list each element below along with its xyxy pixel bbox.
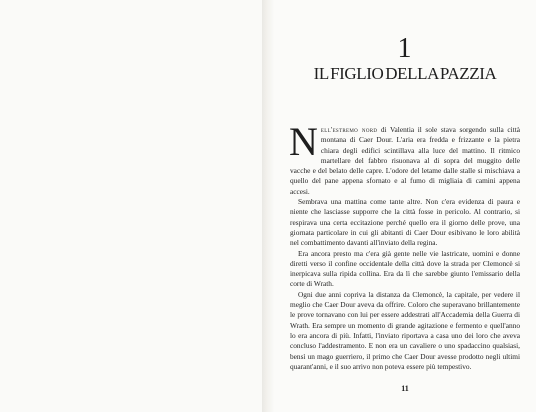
chapter-number: 1 bbox=[397, 33, 413, 64]
page-number: 11 bbox=[401, 384, 409, 393]
opening-smallcaps: ell'estremo nord bbox=[320, 125, 378, 134]
left-page-blank bbox=[0, 0, 262, 412]
paragraph-3: Era ancora presto ma c'era già gente nelle vie lastricate, uomini e donne diretti verso il confine occidentale della città dove la strada per Clemoncè si inerpicava sulla ripida collina. Era da lì che sarebbe giunto l'emissario della corte di Wrath. bbox=[290, 248, 520, 289]
book-gutter bbox=[262, 0, 274, 412]
paragraph-1 bbox=[289, 119, 520, 197]
drop-cap: N bbox=[289, 119, 318, 164]
chapter-body bbox=[289, 119, 520, 372]
paragraph-2: Sembrava una mattina come tante altre. Non c'era evidenza di paura e niente che lasciasse supporre che la città fosse in pericolo. Al contrario, si respirava una certa eccitazione perché quello era il giorno delle prove, una giornata particolare in cui gli abitanti di Caer Dour esibivano le loro abilità nel combattimento davanti all'inviato della regina. bbox=[290, 197, 520, 248]
chapter-title: IL FIGLIO DELLA PAZZIA bbox=[313, 64, 497, 83]
paragraph-1-text: di Valentia il sole stava sorgendo sulla città montana di Caer Dour. L'aria era fredda e frizzante e la pietra chiara degli edifici scintillava alla luce del mattino. Il ritmico martellare del fabbro risuonava al di sopra del muggito delle vacche e del belato delle capre. L'odore del letame dalle stalle si mischiava a quello del pane appena sfornato e al fumo di migliaia di camini appena accesi. bbox=[290, 125, 520, 196]
paragraph-4: Ogni due anni copriva la distanza da Clemoncè, la capitale, per vedere il meglio che Caer Dour aveva da offrire. Coloro che superavano brillantemente le prove tornavano con lui per essere addestrati all'Accademia della Guerra di Wrath. Era sempre un momento di grande agitazione e fermento e quell'anno lo era ancora di più. Infatti, l'inviato riportava a casa uno dei loro che aveva concluso l'addestramento. E non era un cavaliere o uno spadaccino qualsiasi, bensì un mago guerriero, il primo che Caer Dour avesse prodotto negli ultimi quarant'anni, e il suo arrivo non poteva essere più tempestivo. bbox=[290, 289, 520, 371]
